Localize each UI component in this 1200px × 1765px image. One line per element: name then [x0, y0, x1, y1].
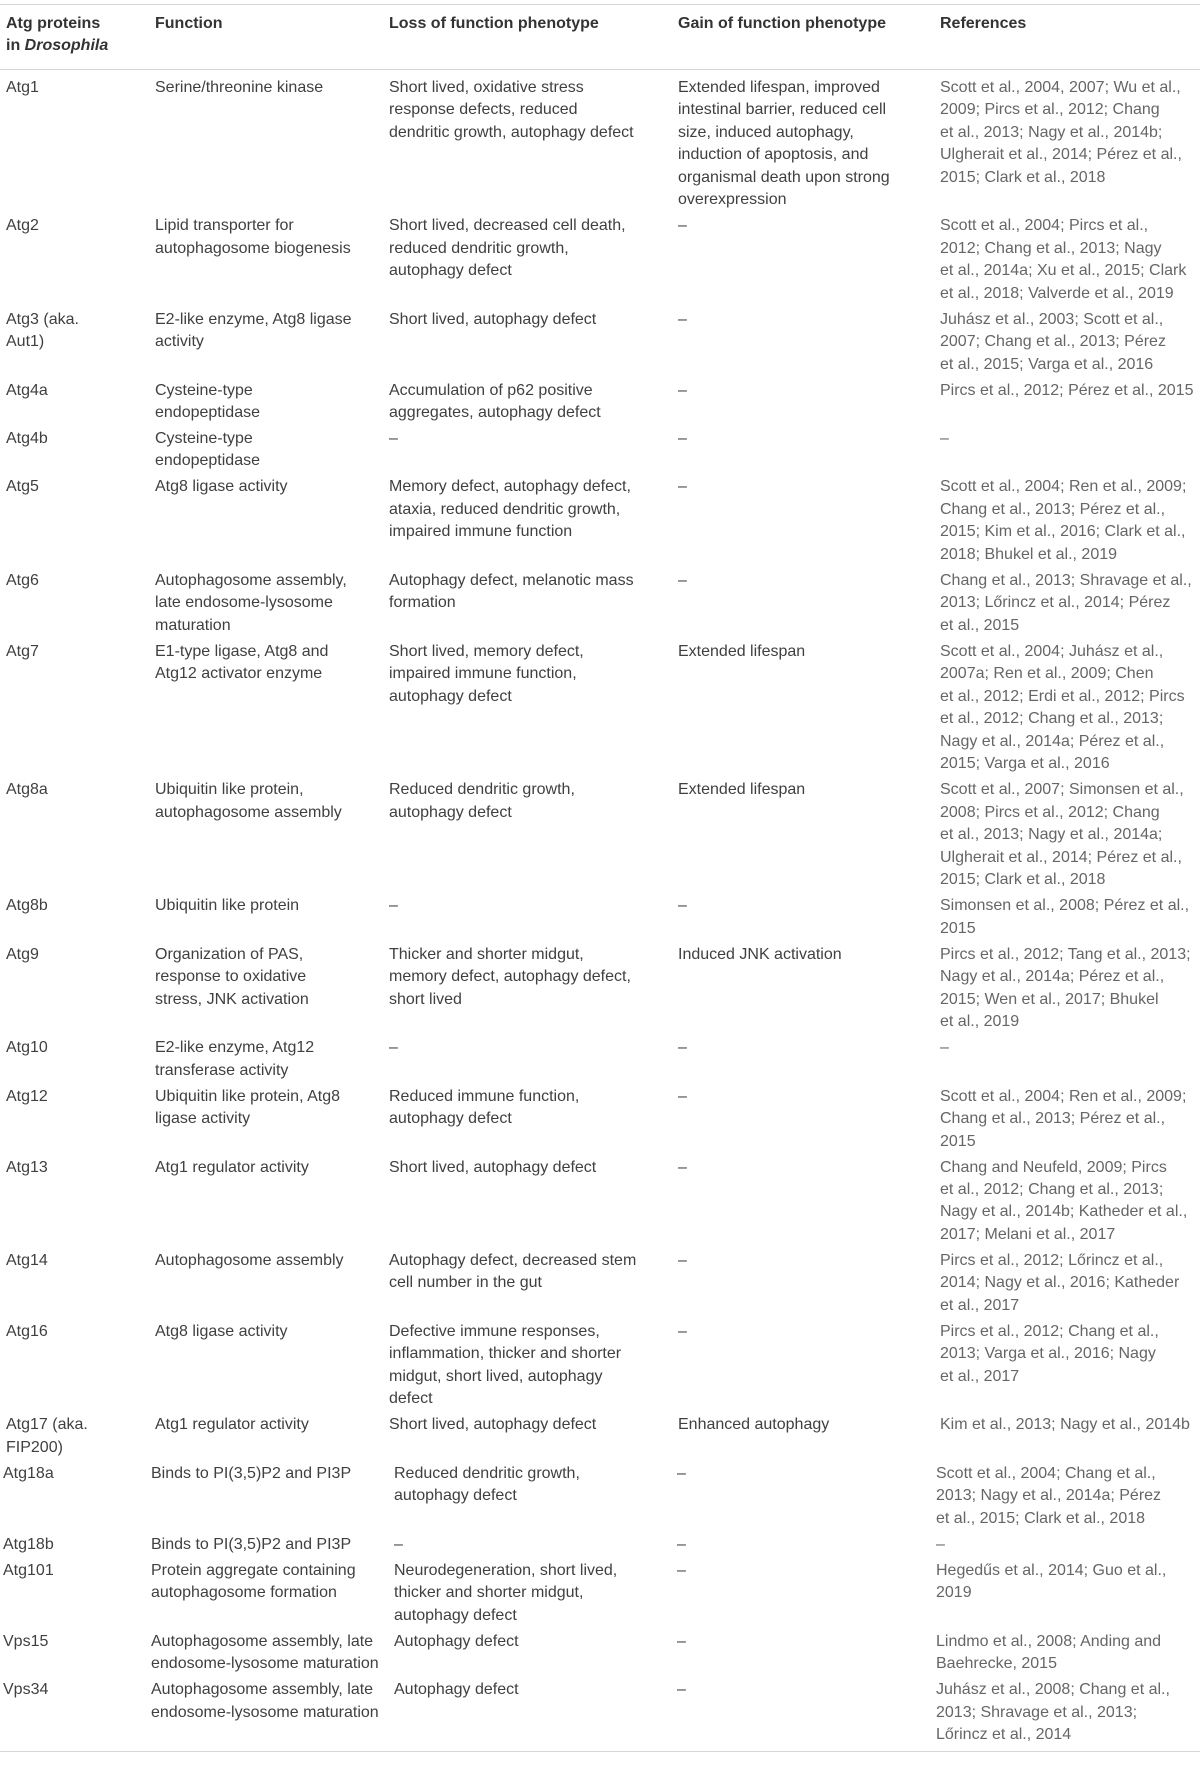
protein-cell: Atg101 [3, 1561, 54, 1579]
gain-of-function-cell: – [677, 1561, 686, 1579]
function-cell: Cysteine-type endopeptidase [155, 381, 260, 421]
references-cell[interactable]: Juhász et al., 2008; Chang et al., 2013; Shravage et al., 2013; Lőrincz et al., 2014 [936, 1681, 1170, 1744]
gain-of-function-cell: Extended lifespan [678, 642, 806, 660]
references-cell[interactable]: Scott et al., 2004; Juhász et al., 2007a; Ren et al., 2009; Chen et al., 2012; Erdi et al., 2012; Pircs et al., 2012; Chang et al., 2013; Nagy et al., 2014a; Pérez et al., 2015; Varga et al., 2016 [940, 642, 1185, 773]
references-cell[interactable]: Pircs et al., 2012; Chang et al., 2013; Varga et al., 2016; Nagy et al., 2017 [940, 1322, 1159, 1385]
loss-of-function-cell: Accumulation of p62 positive aggregates, autophagy defect [389, 381, 601, 421]
table-row [0, 307, 1200, 378]
protein-cell: Atg8a [6, 781, 48, 799]
references-cell[interactable]: – [940, 429, 949, 447]
loss-of-function-cell: Neurodegeneration, short lived, thicker and shorter midgut, autophagy defect [394, 1561, 618, 1624]
loss-of-function-cell: Short lived, autophagy defect [389, 1158, 597, 1176]
protein-cell: Atg13 [6, 1158, 48, 1176]
protein-cell: Atg1 [6, 78, 39, 96]
function-cell: Autophagosome assembly, late endosome-lysosome maturation [155, 571, 347, 634]
table-row [0, 1084, 1200, 1155]
protein-cell: Atg17 (aka. FIP200) [6, 1416, 88, 1456]
table-row [0, 1677, 1200, 1748]
header-loss-of-function: Loss of function phenotype [389, 15, 599, 32]
table-row [0, 1155, 1200, 1248]
loss-of-function-cell: Short lived, memory defect, impaired immune function, autophagy defect [389, 642, 584, 705]
references-cell[interactable]: Lindmo et al., 2008; Anding and Baehrecke, 2015 [936, 1632, 1162, 1673]
loss-of-function-cell: Short lived, oxidative stress response defects, reduced dendritic growth, autophagy defect [389, 78, 634, 141]
function-cell: Ubiquitin like protein, Atg8 ligase activity [155, 1087, 340, 1128]
protein-cell: Atg16 [6, 1322, 48, 1340]
references-cell[interactable]: Pircs et al., 2012; Tang et al., 2013; Nagy et al., 2014a; Pérez et al., 2015; Wen et al., 2017; Bhukel et al., 2019 [940, 945, 1191, 1031]
header-atg-proteins [6, 13, 155, 58]
protein-cell: Atg3 (aka. Aut1) [6, 310, 79, 351]
function-cell: Atg1 regulator activity [155, 1158, 309, 1176]
references-cell[interactable]: Scott et al., 2007; Simonsen et al., 2008; Pircs et al., 2012; Chang et al., 2013; Nagy et al., 2014a; Ulgherait et al., 2014; Pérez et al., 2015; Clark et al., 2018 [940, 781, 1184, 889]
loss-of-function-cell: Short lived, decreased cell death, reduced dendritic growth, autophagy defect [389, 217, 626, 280]
gain-of-function-cell: – [678, 429, 687, 447]
table-row [0, 1629, 1200, 1677]
protein-cell: Atg6 [6, 571, 39, 589]
references-cell[interactable]: Scott et al., 2004; Pircs et al., 2012; Chang et al., 2013; Nagy et al., 2014a; Xu et al., 2015; Clark et al., 2018; Valverde et al., 2019 [940, 217, 1187, 302]
loss-of-function-cell: – [394, 1535, 403, 1553]
function-cell: E2-like enzyme, Atg8 ligase activity [155, 310, 352, 351]
gain-of-function-cell: – [678, 1158, 687, 1176]
references-cell[interactable]: Pircs et al., 2012; Pérez et al., 2015 [940, 381, 1194, 399]
table-row [0, 426, 1200, 474]
protein-cell: Atg12 [6, 1087, 48, 1105]
function-cell: Organization of PAS, response to oxidative stress, JNK activation [155, 945, 309, 1008]
references-cell[interactable]: Hegedűs et al., 2014; Guo et al., 2019 [936, 1561, 1167, 1602]
function-cell: Atg1 regulator activity [155, 1416, 309, 1434]
table-body [0, 70, 1200, 1751]
header-drosophila-italic: Drosophila [24, 37, 109, 55]
function-cell: Atg8 ligase activity [155, 1322, 288, 1340]
header-atg-proteins-label: Atg proteins in [6, 15, 101, 55]
gain-of-function-cell: Extended lifespan [678, 781, 806, 799]
references-cell[interactable]: Pircs et al., 2012; Lőrincz et al., 2014; Nagy et al., 2016; Katheder et al., 2017 [940, 1251, 1180, 1314]
protein-cell: Atg4a [6, 381, 48, 399]
atg-proteins-table [0, 4, 1200, 1752]
gain-of-function-cell: – [678, 1251, 687, 1269]
table-row [0, 778, 1200, 894]
protein-cell: Atg8b [6, 897, 48, 915]
gain-of-function-cell: – [677, 1632, 686, 1650]
function-cell: Cysteine-type endopeptidase [155, 429, 260, 470]
references-cell[interactable]: Kim et al., 2013; Nagy et al., 2014b [940, 1416, 1190, 1434]
references-cell[interactable]: Chang and Neufeld, 2009; Pircs et al., 2012; Chang et al., 2013; Nagy et al., 2014b; Katheder et al., 2017; Melani et al., 2017 [940, 1158, 1188, 1243]
gain-of-function-cell: – [677, 1681, 686, 1699]
protein-cell: Atg18a [3, 1464, 54, 1482]
loss-of-function-cell: – [389, 897, 398, 915]
function-cell: Binds to PI(3,5)P2 and PI3P [151, 1535, 352, 1553]
table-row [0, 475, 1200, 568]
protein-cell: Atg5 [6, 478, 39, 496]
gain-of-function-cell: – [678, 897, 687, 915]
table-row [0, 639, 1200, 777]
gain-of-function-cell: – [678, 310, 687, 328]
protein-cell: Atg14 [6, 1251, 48, 1269]
function-cell: Serine/threonine kinase [155, 78, 324, 96]
protein-cell: Vps34 [3, 1681, 49, 1699]
table-row [0, 75, 1200, 213]
function-cell: E1-type ligase, Atg8 and Atg12 activator enzyme [155, 642, 329, 683]
table-row [0, 893, 1200, 941]
loss-of-function-cell: Memory defect, autophagy defect, ataxia, reduced dendritic growth, impaired immune function [389, 478, 631, 541]
loss-of-function-cell: Reduced dendritic growth, autophagy defect [389, 781, 575, 821]
protein-cell: Atg18b [3, 1535, 54, 1553]
references-cell[interactable]: Juhász et al., 2003; Scott et al., 2007; Chang et al., 2013; Pérez et al., 2015; Varga et al., 2016 [940, 310, 1166, 373]
loss-of-function-cell: Autophagy defect, melanotic mass formation [389, 571, 634, 612]
gain-of-function-cell: – [678, 478, 687, 496]
protein-cell: Atg9 [6, 945, 39, 963]
table-row [0, 1413, 1200, 1461]
function-cell: Atg8 ligase activity [155, 478, 288, 496]
gain-of-function-cell: – [678, 571, 687, 589]
gain-of-function-cell: Extended lifespan, improved intestinal barrier, reduced cell size, induced autophagy, induction of apoptosis, and organismal death upon strong overexpression [678, 78, 890, 209]
function-cell: Autophagosome assembly, late endosome-lysosome maturation [151, 1632, 379, 1673]
protein-cell: Atg2 [6, 217, 39, 235]
loss-of-function-cell: Short lived, autophagy defect [389, 310, 597, 328]
function-cell: E2-like enzyme, Atg12 transferase activity [155, 1039, 315, 1079]
function-cell: Protein aggregate containing autophagosome formation [151, 1561, 356, 1602]
loss-of-function-cell: Reduced dendritic growth, autophagy defect [394, 1464, 580, 1505]
references-cell[interactable]: Scott et al., 2004; Ren et al., 2009; Chang et al., 2013; Pérez et al., 2015; Kim et al., 2016; Clark et al., 2018; Bhukel et al., 2019 [940, 478, 1187, 563]
table-row [0, 1035, 1200, 1083]
function-cell: Lipid transporter for autophagosome biogenesis [155, 217, 351, 257]
protein-cell: Atg10 [6, 1039, 48, 1057]
table-row [0, 378, 1200, 426]
function-cell: Ubiquitin like protein, autophagosome assembly [155, 781, 342, 821]
loss-of-function-cell: Short lived, autophagy defect [389, 1416, 597, 1434]
table-header [0, 5, 1200, 70]
header-references: References [940, 15, 1027, 32]
table-row [0, 1461, 1200, 1532]
loss-of-function-cell: Autophagy defect, decreased stem cell number in the gut [389, 1251, 637, 1292]
gain-of-function-cell: Induced JNK activation [678, 945, 842, 963]
references-cell[interactable]: – [940, 1039, 949, 1057]
references-cell[interactable]: Scott et al., 2004; Ren et al., 2009; Chang et al., 2013; Pérez et al., 2015 [940, 1087, 1187, 1150]
gain-of-function-cell: – [678, 1087, 687, 1105]
table-row [0, 1532, 1200, 1558]
table-row [0, 568, 1200, 639]
function-cell: Binds to PI(3,5)P2 and PI3P [151, 1464, 352, 1482]
loss-of-function-cell: Defective immune responses, inflammation, thicker and shorter midgut, short lived, autophagy defect [389, 1322, 622, 1408]
function-cell: Ubiquitin like protein [155, 897, 300, 915]
loss-of-function-cell: – [389, 1039, 398, 1057]
function-cell: Autophagosome assembly [155, 1251, 344, 1269]
references-cell[interactable]: – [936, 1535, 945, 1553]
gain-of-function-cell: – [678, 1322, 687, 1340]
loss-of-function-cell: Autophagy defect [394, 1632, 519, 1650]
gain-of-function-cell: – [678, 217, 687, 235]
gain-of-function-cell: – [678, 381, 687, 399]
gain-of-function-cell: – [678, 1039, 687, 1057]
protein-cell: Vps15 [3, 1632, 49, 1650]
gain-of-function-cell: – [677, 1464, 686, 1482]
loss-of-function-cell: – [389, 429, 398, 447]
loss-of-function-cell: Autophagy defect [394, 1681, 519, 1699]
protein-cell: Atg4b [6, 429, 48, 447]
references-cell[interactable]: Chang et al., 2013; Shravage et al., 2013; Lőrincz et al., 2014; Pérez et al., 2015 [940, 571, 1192, 634]
table-row [0, 213, 1200, 306]
table-row [0, 1248, 1200, 1319]
table-row [0, 1558, 1200, 1629]
protein-cell: Atg7 [6, 642, 39, 660]
header-gain-of-function: Gain of function phenotype [678, 15, 886, 32]
references-cell[interactable]: Scott et al., 2004; Chang et al., 2013; Nagy et al., 2014a; Pérez et al., 2015; Clark et al., 2018 [936, 1464, 1162, 1527]
table-row [0, 942, 1200, 1035]
header-function: Function [155, 15, 223, 32]
references-cell[interactable]: Simonsen et al., 2008; Pérez et al., 2015 [940, 897, 1190, 937]
loss-of-function-cell: Thicker and shorter midgut, memory defect, autophagy defect, short lived [389, 945, 631, 1008]
loss-of-function-cell: Reduced immune function, autophagy defect [389, 1087, 580, 1128]
gain-of-function-cell: – [677, 1535, 686, 1553]
references-cell[interactable]: Scott et al., 2004, 2007; Wu et al., 2009; Pircs et al., 2012; Chang et al., 2013; Nagy et al., 2014b; Ulgherait et al., 2014; Pérez et al., 2015; Clark et al., 2018 [940, 78, 1182, 186]
table-row [0, 1319, 1200, 1412]
gain-of-function-cell: Enhanced autophagy [678, 1416, 830, 1434]
function-cell: Autophagosome assembly, late endosome-lysosome maturation [151, 1681, 379, 1721]
